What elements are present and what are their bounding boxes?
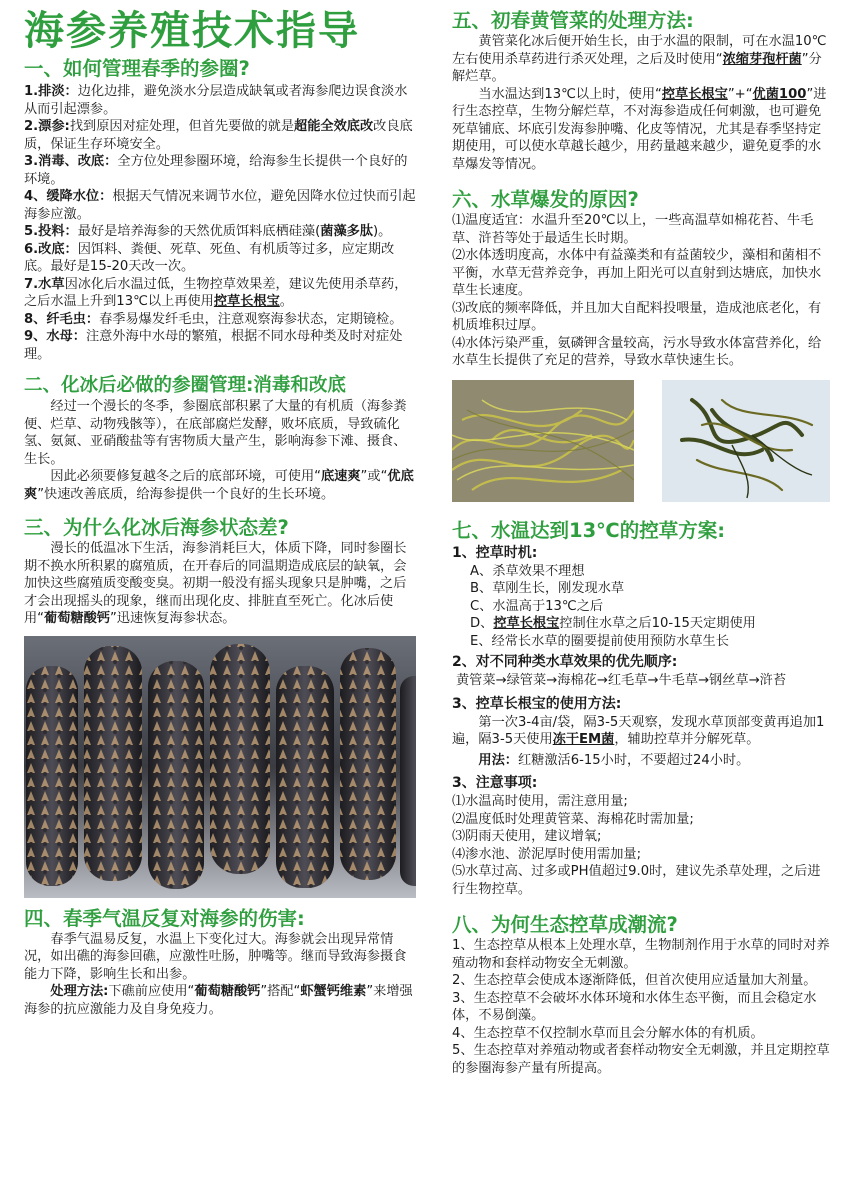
section-7-subheading-3: 3、控草长根宝的使用方法:	[452, 695, 622, 712]
list-item: 2、生态控草会使成本逐渐降低，但首次使用应适量加大剂量。	[452, 973, 817, 988]
right-column	[452, 0, 830, 1077]
product-name: 超能全效底改	[294, 119, 374, 134]
list-item: ⑸水草过高、过多或PH值超过9.0时，建议先杀草处理，之后进行生物控草。	[452, 864, 821, 897]
label: 处理方法:	[50, 984, 109, 999]
text: D、	[470, 616, 494, 631]
list-item: ⑴水温高时使用，需注意用量;	[452, 794, 628, 809]
section-3-heading: 三、为什么化冰后海参状态差?	[24, 516, 289, 539]
list-item	[24, 311, 416, 329]
notes-list	[452, 793, 830, 898]
item-text: 根据天气情况来调节水位，避免因降水位过快而引起海参应激。	[24, 189, 416, 222]
product-name: 优底爽	[24, 469, 414, 502]
sea-cucumber-photo	[24, 636, 416, 898]
list-item	[24, 153, 416, 188]
text: ”进行生态控草，生物分解烂草，不对海参造成任何刺激，也可避免死草铺底、坏底引发海参肿嘴、化皮等情况，尤其是春季坚持定期使用，可以使水草越长越少，用药量越来越少，避免夏季的水草爆发等情况。	[452, 86, 827, 172]
item-label: 3.消毒、改底：	[24, 154, 118, 169]
item-label: 1.排淡：	[24, 84, 78, 99]
item-label: 5.投料：	[24, 224, 78, 239]
list-item	[24, 188, 416, 223]
section-3-paragraph	[24, 540, 416, 628]
section-5-heading: 五、初春黄管菜的处理方法:	[452, 9, 694, 32]
text: 红糖激活6-15小时，不要超过24小时。	[517, 752, 750, 768]
item-text: 因冰化后水温过低，生物控草效果差，建议先使用杀草药，之后水温上升到13℃以上再使用	[24, 276, 408, 309]
seaweed-photo-2	[662, 380, 830, 502]
section-8-heading: 八、为何生态控草成潮流?	[452, 913, 678, 936]
list-item: ⑴温度适宜：水温升至20℃以上，一些高温草如棉花苔、牛毛草、浒苔等处于最适生长时期。	[452, 213, 814, 246]
product-name: 底速爽	[320, 469, 361, 484]
product-name: 葡萄糖酸钙	[44, 611, 110, 626]
section-6-heading: 六、水草爆发的原因?	[452, 188, 639, 211]
section-7-subheading-2: 2、对不同种类水草效果的优先顺序:	[452, 654, 678, 670]
item-text: 春季易爆发纤毛虫，注意观察海参状态，定期镜检。	[99, 311, 403, 327]
section-1-heading: 一、如何管理春季的参圈?	[24, 57, 250, 80]
section-2-paragraph-1: 经过一个漫长的冬季，参圈底部积累了大量的有机质（海参粪便、烂草、动物残骸等），在底部腐烂发酵，败坏底质，导致硫化氢、氨氮、亚硝酸盐等有害物质大量产生，影响海参下滩、摄食、生长。	[24, 399, 407, 467]
list-item: ⑶阴雨天使用，建议增氧;	[452, 829, 602, 844]
section-4-paragraph-1: 春季气温易反复，水温上下变化过大。海参就会出现异常情况，如出礁的海参回礁，应激性吐肠，肿嘴等。继而导致海参摄食能力下降，影响生长和出参。	[24, 931, 407, 982]
list-item: C、水温高于13℃之后	[470, 598, 604, 614]
item-text: 找到原因对症处理，但首先要做的就是	[69, 119, 295, 134]
list-item: ⑷水体污染严重，氨磷钾含量较高，污水导致水体富营养化，给水草生长提供了充足的营养，导致水草快速生长。	[452, 335, 822, 368]
item-text: 全方位处理参圈环境，给海参生长提供一个良好的环境。	[24, 154, 408, 187]
text: ，辅助控草并分解死草。	[614, 732, 760, 747]
list-item: ⑵水体透明度高，水体中有益藻类和有益菌较少，藻相和菌相不平衡，水草无营养竞争，再加上阳光可以直射到达塘底，加快水草生长速度。	[452, 248, 822, 298]
item-label: 8、纤毛虫：	[24, 311, 100, 327]
product-name: 虾蟹钙维素	[300, 984, 367, 999]
list-item	[24, 223, 416, 241]
text: ”或“	[360, 469, 388, 484]
text: 漫长的低温冰下生活，海参消耗巨大，体质下降，同时参圈长期不换水所积累的腐殖质，在开春后的同温期造成底层的缺氧，会加快这些腐殖质变酸变臭。初期一般没有摇头现象只是肿嘴，之后才会出现摇头的现象，继而出现化皮、排脏直至死亡。化冰后使用“	[24, 541, 407, 626]
list-item: 5、生态控草对养殖动物或者套样动物安全无刺激，并且定期控草的参圈海参产量有所提高。	[452, 1043, 830, 1076]
section-8-list	[452, 937, 830, 1077]
list-item: A、杀草效果不理想	[470, 563, 585, 579]
seaweed-photos	[452, 380, 830, 502]
text: ”来增强海参的抗应激能力及自身免疫力。	[24, 984, 413, 1017]
section-1-list	[24, 83, 416, 363]
item-text: 注意外海中水母的繁殖，根据不同水母种类及时对症处理。	[24, 329, 403, 362]
product-name: 控草长根宝	[213, 294, 280, 309]
product-name: 优菌100	[752, 86, 807, 102]
timing-list	[452, 563, 830, 651]
list-item	[24, 276, 416, 311]
text: 因此必须要修复越冬之后的底部环境，可使用“	[50, 469, 321, 484]
priority-order: 黄管菜→绿管菜→海棉花→红毛草→牛毛草→钢丝草→浒苔	[456, 673, 787, 688]
item-text: 边化边排，避免淡水分层造成缺氧或者海参爬边误食淡水从而引起漂参。	[24, 84, 408, 117]
list-item: ⑷渗水池、淤泥厚时使用需加量;	[452, 846, 642, 862]
section-4-heading: 四、春季气温反复对海参的伤害:	[24, 906, 305, 930]
section-5-paragraph-2	[452, 86, 830, 174]
text: 第一次3-4亩/袋，隔3-5天观察，发现水草顶部变黄再追加1遍，隔3-5天使用	[452, 714, 825, 747]
left-column	[24, 0, 416, 1018]
product-name: 菌藻多肽	[320, 224, 374, 239]
label: 用法：	[478, 752, 518, 768]
list-item: 1、生态控草从根本上处理水草，生物制剂作用于水草的同时对养殖动物和套样动物安全无刺激。	[452, 938, 830, 971]
product-name: 控草长根宝	[493, 616, 560, 631]
page-title: 海参养殖技术指导	[24, 8, 360, 54]
section-4-paragraph-2	[24, 983, 416, 1018]
section-7-heading: 七、水温达到13℃的控草方案:	[452, 518, 726, 542]
list-item	[24, 328, 416, 363]
list-item: 3、生态控草不会破坏水体环境和水体生态平衡，而且会稳定水体，不易倒藻。	[452, 990, 817, 1023]
list-item	[24, 118, 416, 153]
item-text: 改良底质，保证生存环境安全。	[24, 119, 413, 152]
list-item	[24, 241, 416, 276]
item-label: 4、缓降水位：	[24, 189, 113, 204]
section-2-heading: 二、化冰后必做的参圈管理:消毒和改底	[24, 375, 346, 396]
text: 控制住水草之后10-15天定期使用	[559, 616, 756, 631]
item-label: 6.改底：	[24, 241, 78, 257]
item-text: 因饵料、粪便、死草、死鱼、有机质等过多，应定期改底。最好是15-20天改一次。	[24, 241, 395, 274]
section-6-list	[452, 212, 830, 370]
item-text: )。	[373, 224, 392, 239]
list-item: ⑶改底的频率降低，并且加大自配料投喂量，造成池底老化，有机质堆积过厚。	[452, 300, 822, 333]
text: ”+“	[727, 86, 753, 102]
product-name: 冻干EM菌	[552, 732, 615, 747]
text: ”分解烂草。	[452, 51, 822, 84]
section-7-subheading-1: 1、控草时机:	[452, 544, 538, 561]
item-label: 9、水母：	[24, 329, 86, 344]
list-item: E、经常长水草的圈要提前使用预防水草生长	[470, 633, 729, 649]
list-item	[24, 83, 416, 118]
usage-paragraph	[452, 714, 830, 749]
section-5-paragraph-1	[452, 33, 830, 86]
seaweed-photo-1	[452, 380, 634, 502]
item-label: 2.漂参:	[24, 119, 70, 134]
list-item: ⑵温度低时处理黄管菜、海棉花时需加量;	[452, 811, 694, 827]
text: 下礁前应使用“	[108, 984, 195, 999]
text: ”快速改善底质，给海参提供一个良好的生长环境。	[37, 486, 335, 502]
item-text: 最好是培养海参的天然优质饵料底栖硅藻(	[77, 224, 321, 239]
item-label: 7.水草	[24, 276, 65, 292]
text: 黄管菜化冰后便开始生长，由于水温的限制，可在水温10℃左右使用杀草药进行杀灭处理，之后及时使用“	[452, 34, 827, 67]
product-name: 控草长根宝	[661, 86, 728, 102]
section-2-paragraph-2	[24, 468, 416, 503]
usage-method	[452, 752, 830, 770]
product-name: 葡萄糖酸钙	[194, 984, 261, 999]
list-item: 4、生态控草不仅控制水草而且会分解水体的有机质。	[452, 1025, 764, 1041]
list-item: B、草刚生长，刚发现水草	[470, 581, 625, 596]
item-text: 。	[279, 294, 293, 309]
list-item	[452, 615, 830, 633]
product-name: 浓缩芽孢杆菌	[722, 51, 802, 67]
text: 当水温达到13℃以上时，使用“	[478, 86, 662, 102]
section-7-subheading-4: 3、注意事项:	[452, 775, 538, 791]
text: ”搭配“	[260, 984, 301, 999]
text: ”迅速恢复海参状态。	[109, 611, 236, 626]
